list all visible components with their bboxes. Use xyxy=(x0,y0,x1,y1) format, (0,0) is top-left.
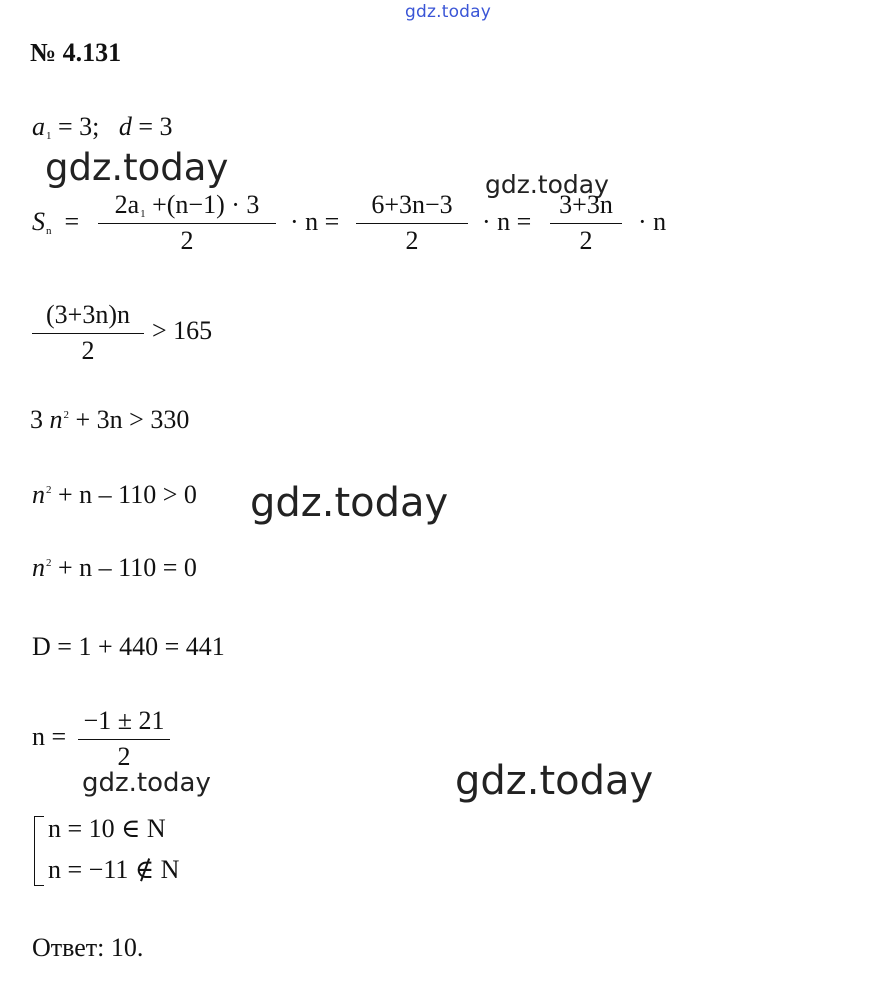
discriminant: D = 1 + 440 = 441 xyxy=(32,632,225,661)
quadratic-equation: $n^2 + n - 110 = 0$ xyxy=(32,553,197,582)
sum-lhs: $S_n$ = xyxy=(32,207,80,237)
problem-title: № 4.131 xyxy=(30,38,122,67)
answer: Ответ: 10. xyxy=(32,933,144,962)
inequality1-fraction: (3+3n)n 2 xyxy=(32,300,144,366)
watermark-2: gdz.today xyxy=(485,170,609,199)
watermark-top: gdz.today xyxy=(405,2,492,22)
watermark-4: gdz.today xyxy=(82,768,211,798)
sum-tail: · n xyxy=(638,207,667,236)
inequality2: 3 $n^2 + 3n > 330$ xyxy=(30,405,190,434)
sum-fraction-1: $2a_1 +(n-1) \cdot 3$ 2 xyxy=(98,190,276,256)
watermark-3: gdz.today xyxy=(250,480,449,526)
roots-lhs: n = xyxy=(32,722,67,751)
sum-fraction-3: 3+3n 2 xyxy=(550,190,622,256)
system-bracket xyxy=(34,816,44,886)
sum-fraction-2: 6+3n−3 2 xyxy=(356,190,468,256)
system-row-2: n = −11 ∉ N xyxy=(48,855,180,884)
given-values: $a_1 = 3$; d = 3 xyxy=(32,112,173,142)
sum-dot-n-2: · n = xyxy=(482,207,532,236)
system-row-1: n = 10 ∈ N xyxy=(48,814,166,843)
watermark-5: gdz.today xyxy=(455,758,654,804)
inequality1-rhs: > 165 xyxy=(152,316,213,345)
inequality3: $n^2 + n - 110 > 0$ xyxy=(32,480,197,509)
roots-fraction: −1 ± 21 2 xyxy=(78,706,170,772)
sum-dot-n-1: · n = xyxy=(290,207,340,236)
watermark-1: gdz.today xyxy=(45,146,229,189)
